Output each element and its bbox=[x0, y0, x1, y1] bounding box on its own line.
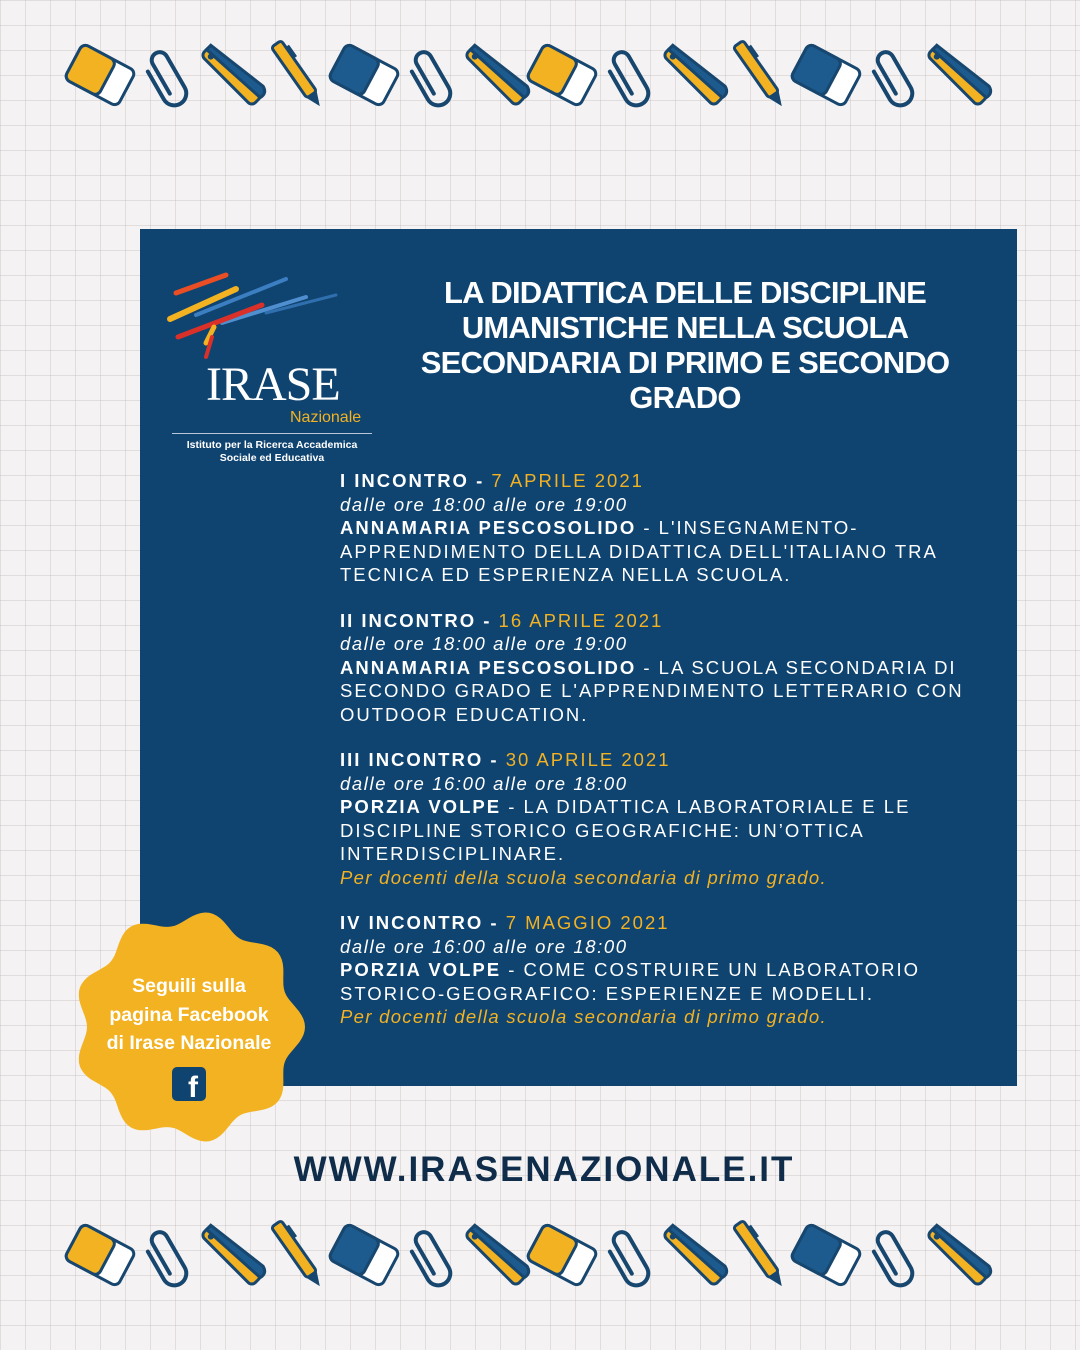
logo-divider bbox=[172, 433, 372, 434]
stapler-icon bbox=[918, 30, 998, 120]
badge-line1: Seguili sulla bbox=[132, 975, 246, 997]
event-description: LA DIDATTICA LABORATORIALE E LE DISCIPLINE STORICO GEOGRAFICHE: UN’OTTICA INTERDISCIPLINARE. bbox=[340, 796, 911, 864]
event-speaker: PORZIA VOLPE bbox=[340, 796, 502, 817]
badge-line3: di Irase Nazionale bbox=[106, 1032, 272, 1054]
bottom-decoration-row bbox=[60, 1210, 1020, 1300]
event-item-1: I INCONTRO - 7 APRILE 2021 dalle ore 18:00 alle ore 19:00 ANNAMARIA PESCOSOLIDO - L'INSEGNAMENTO-APPRENDIMENTO DELLA DIDATTICA DELL'ITALIANO TRA TECNICA ED ESPERIENZA NELLA SCUOLA. bbox=[340, 470, 937, 585]
event-description: COME COSTRUIRE UN LABORATORIO STORICO-GEOGRAFICO: ESPERIENZE E MODELLI. bbox=[340, 959, 921, 1004]
event-item-3: III INCONTRO - 30 APRILE 2021 dalle ore 16:00 alle ore 18:00 PORZIA VOLPE - LA DIDATTICA LABORATORIALE E LE DISCIPLINE STORICO GEOGRAFICHE: UN’OTTICA INTERDISCIPLINARE. Per docenti della scuola secondaria di primo grado. bbox=[340, 749, 911, 888]
page-title: LA DIDATTICA DELLE DISCIPLINE UMANISTICHE NELLA SCUOLA SECONDARIA DI PRIMO E SECONDO GRADO bbox=[420, 275, 950, 415]
event-item-4: IV INCONTRO - 7 MAGGIO 2021 dalle ore 16:00 alle ore 18:00 PORZIA VOLPE - COME COSTRUIRE UN LABORATORIO STORICO-GEOGRAFICO: ESPERIENZE E MODELLI. Per docenti della scuola secondaria di primo grado. bbox=[340, 912, 921, 1027]
stapler-icon bbox=[918, 1210, 998, 1300]
badge-text bbox=[86, 972, 292, 1058]
event-time: dalle ore 16:00 alle ore 18:00 bbox=[340, 935, 628, 957]
badge-line2: pagina Facebook bbox=[109, 1003, 269, 1026]
logo-description bbox=[166, 439, 378, 465]
event-number: III INCONTRO bbox=[340, 749, 484, 770]
event-list bbox=[340, 469, 990, 1051]
event-time: dalle ore 18:00 alle ore 19:00 bbox=[340, 493, 628, 515]
logo-wordmark: IRASE bbox=[206, 358, 340, 411]
facebook-icon[interactable]: f bbox=[172, 1067, 206, 1101]
event-note: Per docenti della scuola secondaria di primo grado. bbox=[340, 1006, 827, 1027]
top-decoration-row bbox=[60, 30, 1020, 120]
event-number: II INCONTRO bbox=[340, 609, 477, 631]
logo-description-line2: Sociale ed Educativa bbox=[219, 452, 325, 464]
event-item-2: II INCONTRO - 16 APRILE 2021 dalle ore 18:00 alle ore 19:00 ANNAMARIA PESCOSOLIDO - LA SCUOLA SECONDARIA DI SECONDO GRADO E L'APPRENDIMENTO LETTERARIO CON OUTDOOR EDUCATION. bbox=[340, 609, 964, 725]
irase-logo bbox=[166, 253, 376, 464]
event-time: dalle ore 16:00 alle ore 18:00 bbox=[340, 772, 628, 794]
event-date: 16 APRILE 2021 bbox=[498, 609, 664, 631]
event-speaker: ANNAMARIA PESCOSOLIDO bbox=[340, 517, 637, 538]
event-description: LA SCUOLA SECONDARIA DI SECONDO GRADO E L'APPRENDIMENTO LETTERARIO CON OUTDOOR EDUCATION. bbox=[340, 656, 964, 725]
website-link[interactable]: WWW.IRASENAZIONALE.IT bbox=[293, 1150, 795, 1189]
logo-stripes-icon bbox=[166, 253, 366, 363]
event-number: I INCONTRO bbox=[340, 470, 469, 491]
logo-description-line1: Istituto per la Ricerca Accademica bbox=[186, 439, 358, 451]
event-time: dalle ore 18:00 alle ore 19:00 bbox=[340, 633, 628, 654]
facebook-badge[interactable] bbox=[66, 904, 312, 1150]
event-date: 7 APRILE 2021 bbox=[491, 470, 644, 491]
event-number: IV INCONTRO bbox=[340, 912, 484, 933]
event-description: L'INSEGNAMENTO-APPRENDIMENTO DELLA DIDATTICA DELL'ITALIANO TRA TECNICA ED ESPERIENZA NELLA SCUOLA. bbox=[340, 517, 937, 585]
logo-subtitle: Nazionale bbox=[290, 409, 362, 426]
event-speaker: ANNAMARIA PESCOSOLIDO bbox=[340, 656, 637, 678]
event-speaker: PORZIA VOLPE bbox=[340, 959, 502, 980]
event-note: Per docenti della scuola secondaria di primo grado. bbox=[340, 866, 827, 888]
event-date: 30 APRILE 2021 bbox=[505, 749, 671, 770]
event-date: 7 MAGGIO 2021 bbox=[505, 912, 670, 933]
